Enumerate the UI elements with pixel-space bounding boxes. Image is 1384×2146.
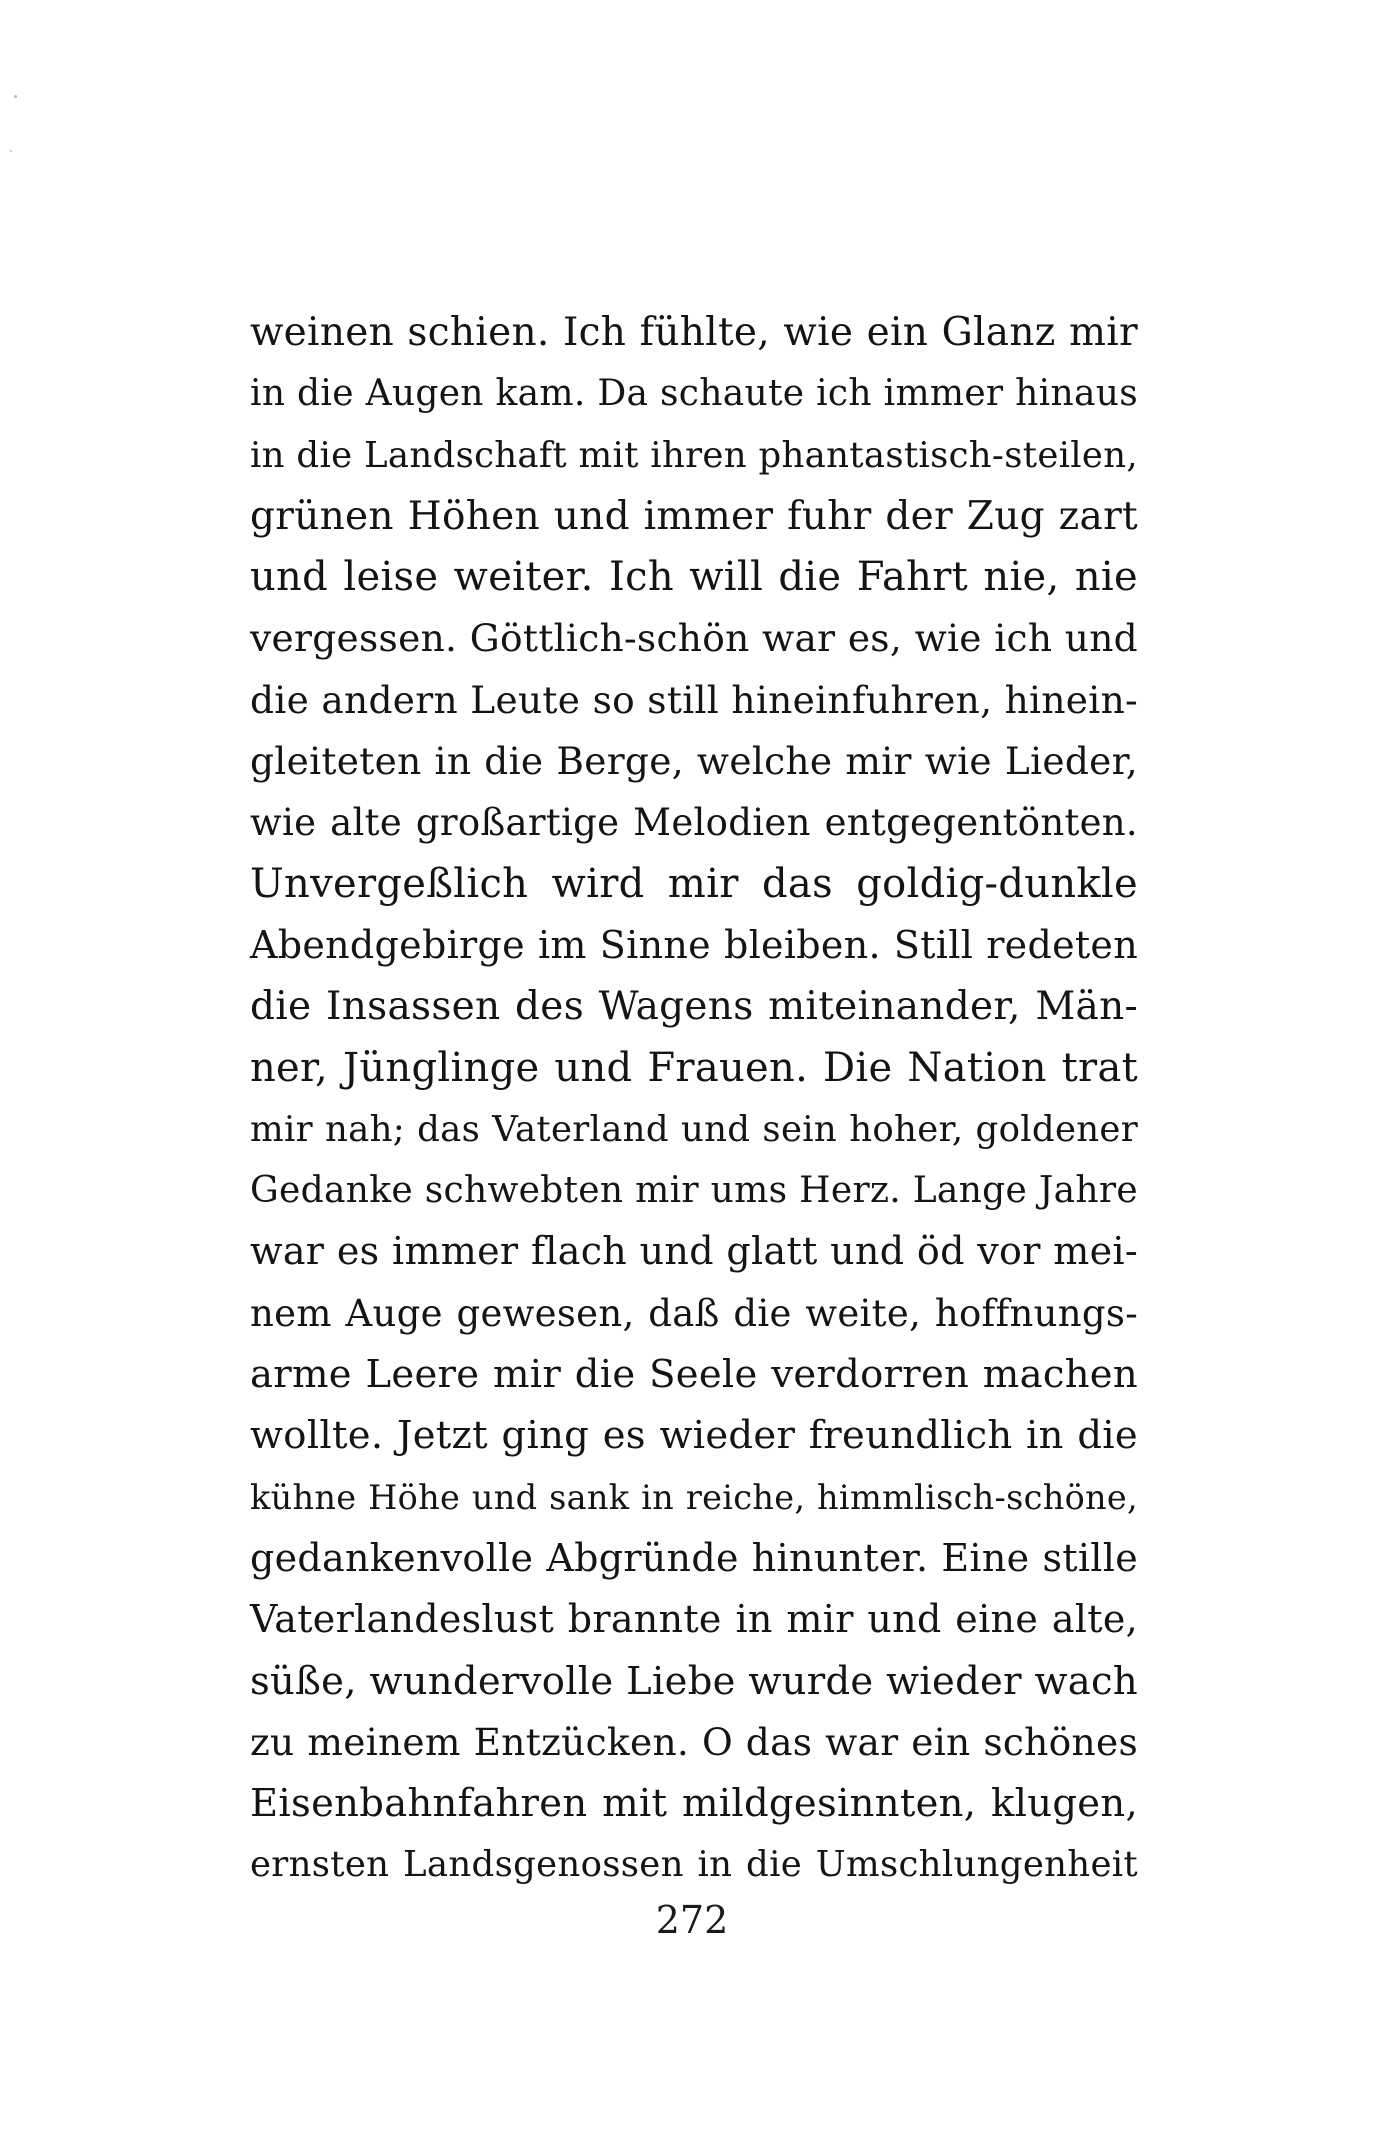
- text-line: in die Augen kam. Da schaute ich immer hinaus: [250, 373, 1138, 415]
- text-line: Gedanke schwebten mir ums Herz. Lange Jahre: [250, 1170, 1138, 1212]
- text-line: süße, wundervolle Liebe wurde wieder wach: [250, 1658, 1138, 1704]
- text-line: gedankenvolle Abgründe hinunter. Eine stille: [250, 1535, 1138, 1580]
- paper-speck: [10, 150, 12, 152]
- text-line: zu meinem Entzücken. O das war ein schönes: [250, 1719, 1138, 1764]
- text-line: wollte. Jetzt ging es wieder freundlich in die: [250, 1413, 1138, 1459]
- text-line: Vaterlandeslust brannte in mir und eine alte,: [250, 1597, 1138, 1642]
- text-line: in die Landschaft mit ihren phantastisch-steilen,: [250, 434, 1138, 476]
- text-line: mir nah; das Vaterland und sein hoher, goldener: [250, 1108, 1138, 1150]
- text-line: die Insassen des Wagens miteinander, Män-: [250, 984, 1138, 1030]
- text-line: weinen schien. Ich fühlte, wie ein Glanz mir: [250, 310, 1138, 355]
- text-line: ner, Jünglinge und Frauen. Die Nation trat: [250, 1044, 1138, 1091]
- text-line: war es immer flach und glatt und öd vor mei-: [250, 1229, 1138, 1274]
- text-line: arme Leere mir die Seele verdorren machen: [250, 1352, 1138, 1398]
- text-line: ernsten Landsgenossen in die Umschlungenheit: [250, 1844, 1138, 1886]
- text-line: Abendgebirge im Sinne bleiben. Still redeten: [250, 922, 1138, 967]
- text-line: kühne Höhe und sank in reiche, himmlisch-schöne,: [250, 1477, 1138, 1517]
- text-line: und leise weiter. Ich will die Fahrt nie, nie: [250, 554, 1138, 601]
- text-line: Eisenbahnfahren mit mildgesinnten, klugen,: [250, 1781, 1138, 1827]
- page-number: 272: [655, 1898, 729, 1942]
- paper-speck: [14, 95, 17, 98]
- text-line: wie alte großartige Melodien entgegentönten.: [250, 801, 1138, 845]
- text-line: vergessen. Göttlich-schön war es, wie ich und: [250, 616, 1138, 661]
- text-line: nem Auge gewesen, daß die weite, hoffnungs-: [250, 1291, 1138, 1335]
- body-text: [250, 302, 1138, 1896]
- text-line: Unvergeßlich wird mir das goldig-dunkle: [250, 860, 1138, 907]
- text-line: gleiteten in die Berge, welche mir wie Lieder,: [250, 739, 1138, 784]
- text-line: die andern Leute so still hineinfuhren, hinein-: [250, 677, 1138, 722]
- text-line: grünen Höhen und immer fuhr der Zug zart: [250, 493, 1138, 539]
